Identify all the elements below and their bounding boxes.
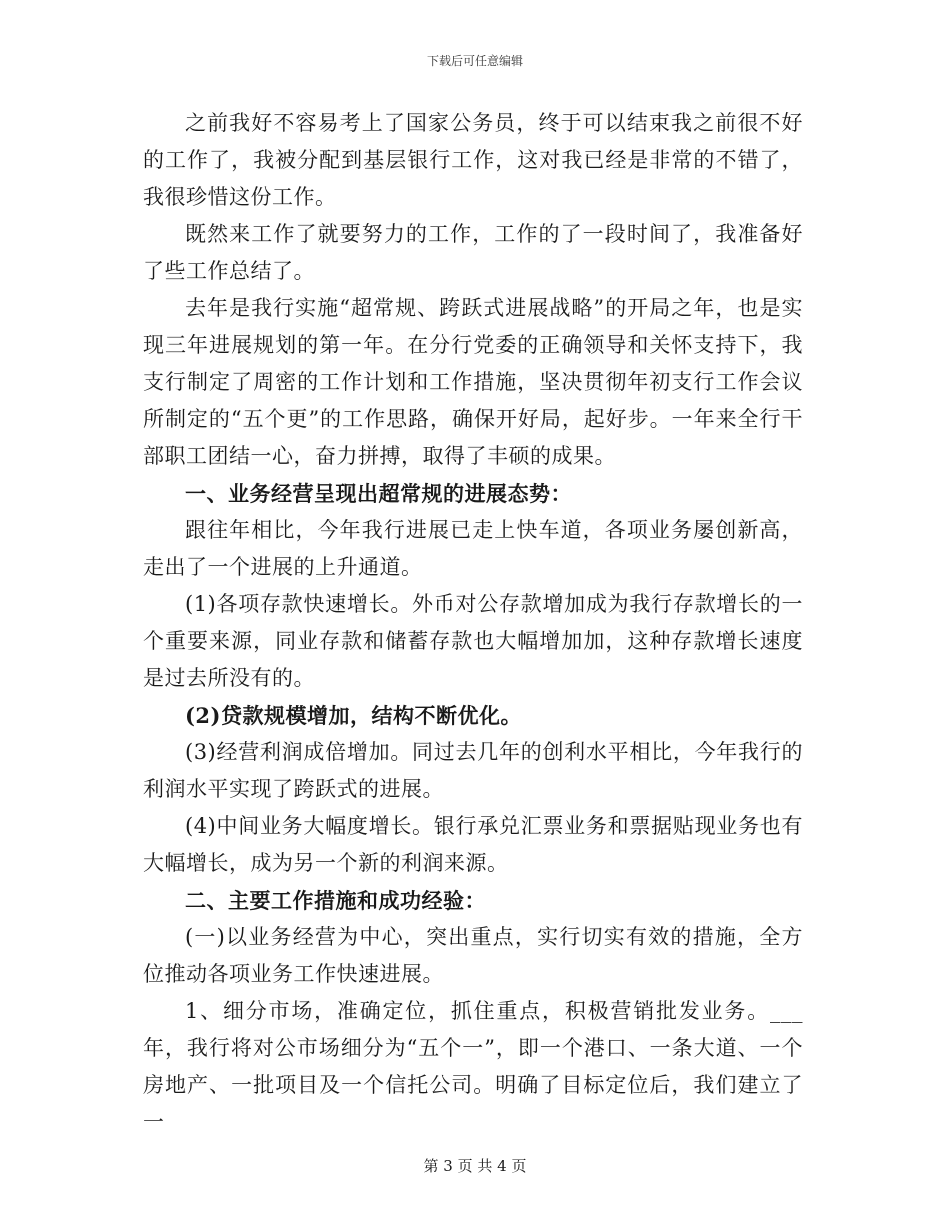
paragraph-intro-1: 之前我好不容易考上了国家公务员，终于可以结束我之前很不好的工作了，我被分配到基层银行工作，这对我已经是非常的不错了，我很珍惜这份工作。 [143,111,803,209]
paragraph-intro-3: 去年是我行实施“超常规、跨跃式进展战略”的开局之年，也是实现三年进展规划的第一年。在分行党委的正确领导和关怀支持下，我支行制定了周密的工作计划和工作措施，坚决贯彻年初支行工作会议所制定的“五个更”的工作思路，确保开好局，起好步。一年来全行干部职工团结一心，奋力拼搏，取得了丰硕的成果。 [143,296,803,468]
list-item-profits: (3)经营利润成倍增加。同过去几年的创利水平相比，今年我行的利润水平实现了跨跃式的进展。 [143,740,803,801]
page-number: 第 3 页 共 4 页 [423,1157,527,1175]
paragraph-intro-2: 既然来工作了就要努力的工作，工作的了一段时间了，我准备好了些工作总结了。 [143,222,803,283]
paragraph-section-1-intro: 跟往年相比，今年我行进展已走上快车道，各项业务屡创新高，走出了一个进展的上升通道。 [143,518,803,579]
list-item-deposits: (1)各项存款快速增长。外币对公存款增加成为我行存款增长的一个重要来源，同业存款和储蓄存款也大幅增加加，这种存款增长速度是过去所没有的。 [143,592,803,690]
page-header-note: 下载后可任意编辑 [426,54,523,68]
list-item-loans: (2)贷款规模增加，结构不断优化。 [185,703,522,728]
document-body [143,105,803,1141]
list-item-intermediary-business: (4)中间业务大幅度增长。银行承兑汇票业务和票据贴现业务也有大幅增长，成为另一个新的利润来源。 [143,814,803,875]
section-heading-1: 一、业务经营呈现出超常规的进展态势： [185,481,572,506]
paragraph-market-segmentation: 1、细分市场，准确定位，抓住重点，积极营销批发业务。___年，我行将对公市场细分为“五个一”，即一个港口、一条大道、一个房地产、一批项目及一个信托公司。明确了目标定位后，我们建立了一 [143,999,803,1134]
paragraph-measure-1: (一)以业务经营为中心，突出重点，实行切实有效的措施，全方位推动各项业务工作快速进展。 [143,925,803,986]
section-heading-2: 二、主要工作措施和成功经验： [185,888,486,913]
